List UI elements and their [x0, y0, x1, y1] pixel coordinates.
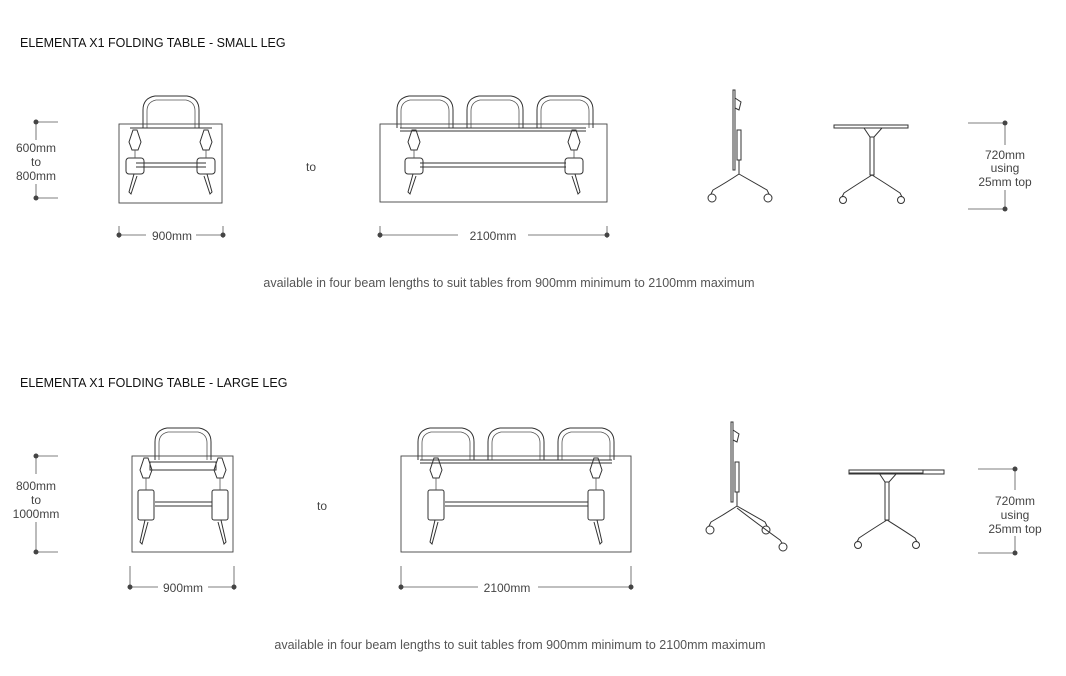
width-small-label: 900mm: [151, 229, 193, 243]
depth-dimension-small: [16, 120, 58, 201]
depth-dimension-large: [13, 454, 60, 555]
width-dimension-large-2: [399, 566, 634, 595]
width-dimension-large-1: [378, 226, 610, 243]
depth-max-label: 1000mm: [12, 507, 60, 521]
open-end-elevation-1: [834, 125, 908, 204]
height-value-label: 720mm: [994, 494, 1036, 508]
connector-to: to: [305, 160, 317, 174]
width-dimension-small-2: [128, 566, 237, 595]
open-end-elevation-2: [849, 470, 944, 549]
height-value-label: 720mm: [984, 148, 1026, 162]
small-table-top-view: [119, 96, 222, 203]
small-table-top-view-large-leg: [132, 428, 233, 552]
depth-min-label: 600mm: [15, 141, 57, 155]
depth-to-label: to: [30, 155, 42, 169]
footnote-large-leg: available in four beam lengths to suit tables from 900mm minimum to 2100mm maximum: [274, 638, 766, 652]
height-dimension-large: [978, 467, 1042, 556]
depth-to-label: to: [30, 493, 42, 507]
height-top-label: 25mm top: [988, 522, 1042, 536]
width-large-label: 2100mm: [483, 581, 531, 595]
flipped-side-elevation-2: [706, 422, 787, 551]
section-title-large-leg: ELEMENTA X1 FOLDING TABLE - LARGE LEG: [20, 376, 288, 390]
large-table-top-view: [380, 96, 607, 202]
width-dimension-small-1: [117, 226, 226, 243]
depth-max-label: 800mm: [15, 169, 57, 183]
height-top-label: 25mm top: [978, 175, 1032, 189]
width-large-label: 2100mm: [469, 229, 517, 243]
connector-to: to: [316, 499, 328, 513]
depth-min-label: 800mm: [15, 479, 57, 493]
large-table-top-view-large-leg: [401, 428, 631, 552]
footnote-small-leg: available in four beam lengths to suit tables from 900mm minimum to 2100mm maximum: [263, 276, 755, 290]
flipped-side-elevation-1: [708, 90, 772, 202]
height-using-label: using: [1000, 508, 1030, 522]
section-title-small-leg: ELEMENTA X1 FOLDING TABLE - SMALL LEG: [20, 36, 286, 50]
height-dimension-small: [968, 121, 1032, 212]
height-using-label: using: [990, 161, 1020, 175]
width-small-label: 900mm: [162, 581, 204, 595]
